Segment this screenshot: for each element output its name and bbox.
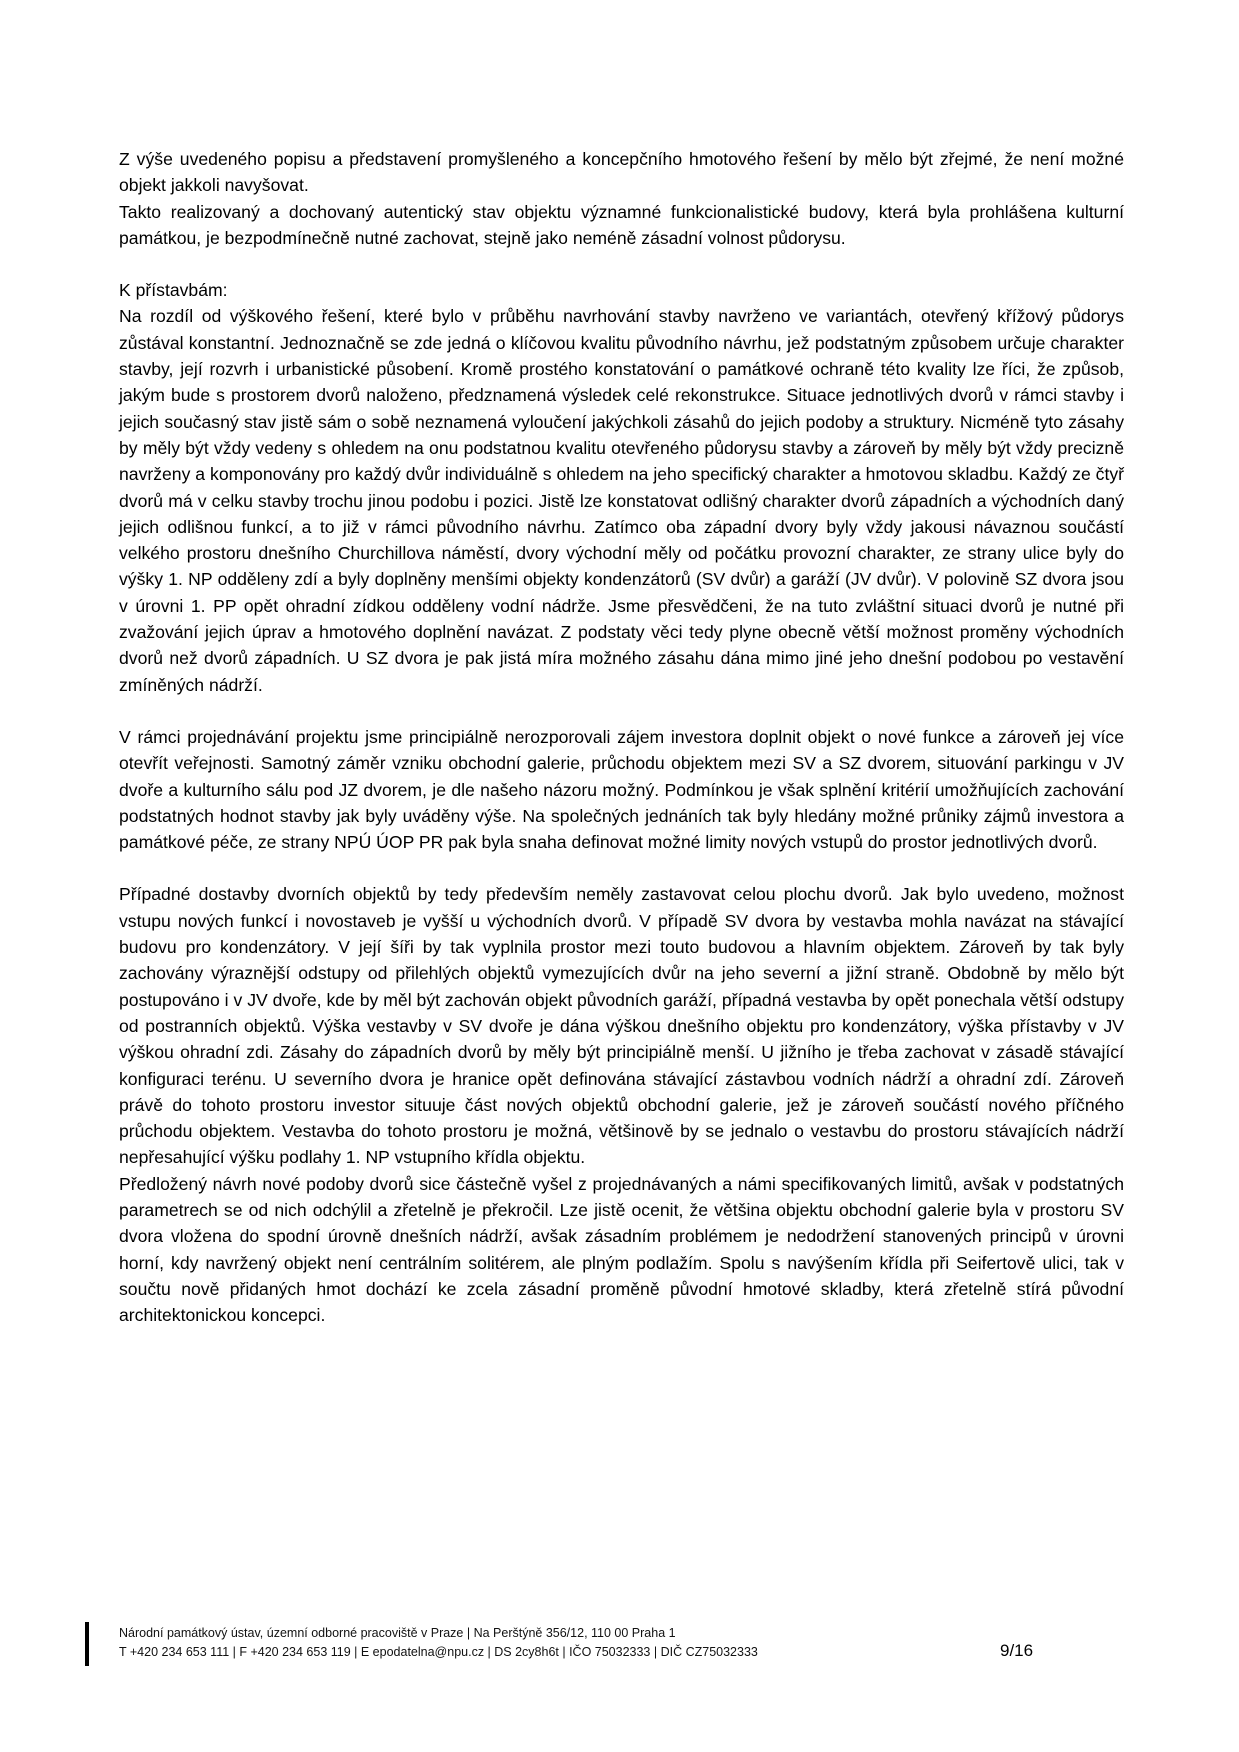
footer-divider-bar (85, 1622, 89, 1666)
paragraph-submitted-proposal: Předložený návrh nové podoby dvorů sice částečně vyšel z projednávaných a námi specifikovaných limitů, avšak v podstatných parametrech se od nich odchýlil a zřetelně je překročil. Lze jistě ocenit, že většina objektu obchodní galerie byla v prostoru SV dvora vložena do spodní úrovně dnešních nádrží, avšak zásadním problémem je nedodržení stanovených principů v úrovni horní, kdy navržený objekt není centrálním solitérem, ale plným podlažím. Spolu s navýšením křídla při Seifertově ulici, tak v součtu nově přidaných hmot dochází ke zcela zásadní proměně původní hmotové skladby, která zřetelně stírá původní architektonickou koncepci. (119, 1173, 1124, 1326)
paragraph-intro: Z výše uvedeného popisu a představení promyšleného a koncepčního hmotového řešení by mělo být zřejmé, že není možné objekt jakkoli navyšovat. (119, 149, 1124, 196)
footer-contact-line: T +420 234 653 111 | F +420 234 653 119 | E epodatelna@npu.cz | DS 2cy8h6t | IČO 75032333 | DIČ CZ75032333 (119, 1645, 758, 1659)
paragraph-floor-plan: Na rozdíl od výškového řešení, které bylo v průběhu navrhování stavby navrženo ve variantách, otevřený křížový půdorys zůstával konstantní. Jednoznačně se zde jedná o klíčovou kvalitu původního návrhu, jež podstatným způsobem určuje charakter stavby, její rozvrh i urbanistické působení. Kromě prostého konstatování o památkové ochraně této kvality lze říci, že způsob, jakým bude s prostorem dvorů naloženo, předznamená výsledek celé rekonstrukce. Situace jednotlivých dvorů v rámci stavby i jejich současný stav jistě sám o sobě neznamená vyloučení jakýchkoli zásahů do jejich podoby a struktury. Nicméně tyto zásahy by měly být vždy vedeny s ohledem na onu podstatnou kvalitu otevřeného půdorysu stavby a zároveň by měly být vždy precizně navrženy a komponovány pro každý dvůr individuálně s ohledem na jeho specifický charakter a hmotovou skladbu. Každý ze čtyř dvorů má v celku stavby trochu jinou podobu i pozici. Jistě lze konstatovat odlišný charakter dvorů západních a východních daný jejich odlišnou funkcí, a to již v rámci původního návrhu. Zatímco oba západní dvory byly vždy jakousi návaznou součástí velkého prostoru dnešního Churchillova náměstí, dvory východní měly od počátku provozní charakter, ze strany ulice byly do výšky 1. NP odděleny zdí a byly doplněny menšími objekty kondenzátorů (SV dvůr) a garáží (JV dvůr). V polovině SZ dvora jsou v úrovni 1. PP opět ohradní zídkou odděleny vodní nádrže. Jsme přesvědčeni, že na tuto zvláštní situaci dvorů je nutné při zvažování jejich úprav a hmotového doplnění navázat. Z podstaty věci tedy plyne obecně větší možnost proměny východních dvorů než dvorů západních. U SZ dvora je pak jistá míra možného zásahu dána mimo jiné jeho dnešní podobou po vestavění zmíněných nádrží. (119, 306, 1124, 695)
document-body (119, 146, 1124, 1328)
section-heading-extensions: K přístavbám: (119, 280, 228, 301)
footer-address-line: Národní památkový ústav, územní odborné pracoviště v Praze | Na Perštýně 356/12, 110 00 Praha 1 (119, 1626, 676, 1640)
paragraph-project-negotiation: V rámci projednávání projektu jsme principiálně nerozporovali zájem investora doplnit objekt o nové funkce a zároveň jej více otevřít veřejnosti. Samotný záměr vzniku obchodní galerie, průchodu objektem mezi SV a SZ dvorem, situování parkingu v JV dvoře a kulturního sálu pod JZ dvorem, je dle našeho názoru možný. Podmínkou je však splnění kritérií umožňujících zachování podstatných hodnot stavby jak byly uváděny výše. Na společných jednáních tak byly hledány možné průniky zájmů investora a památkové péče, ze strany NPÚ ÚOP PR pak byla snaha definovat možné limity nových vstupů do prostor jednotlivých dvorů. (119, 726, 1124, 853)
paragraph-courtyard-additions: Případné dostavby dvorních objektů by tedy především neměly zastavovat celou plochu dvorů. Jak bylo uvedeno, možnost vstupu nových funkcí i novostaveb je vyšší u východních dvorů. V případě SV dvora by vestavba mohla navázat na stávající budovu pro kondenzátory. V její šíři by tak vyplnila prostor mezi touto budovou a hlavním objektem. Zároveň by tak byly zachovány výraznější odstupy od přilehlých objektů vymezujících dvůr na jeho severní a jižní straně. Obdobně by mělo být postupováno i v JV dvoře, kde by měl být zachován objekt původních garáží, případná vestavba by opět ponechala větší odstupy od postranních objektů. Výška vestavby v SV dvoře je dána výškou dnešního objektu pro kondenzátory, výška přístavby v JV výškou ohradní zdi. Zásahy do západních dvorů by měly být principiálně menší. U jižního je třeba zachovat v zásadě stávající konfiguraci terénu. U severního dvora je hranice opět definována stávající zástavbou vodních nádrží a ohradní zdí. Zároveň právě do tohoto prostoru investor situuje část nových objektů obchodní galerie, jež je zároveň součástí nového příčného průchodu objektem. Vestavba do tohoto prostoru je možná, většinově by se jednalo o vestavbu do prostoru stávajících nádrží nepřesahující výšku podlahy 1. NP vstupního křídla objektu. (119, 884, 1124, 1168)
page-number: 9/16 (1000, 1641, 1034, 1660)
paragraph-authentic-state: Takto realizovaný a dochovaný autentický stav objektu významné funkcionalistické budovy, která byla prohlášena kulturní památkou, je bezpodmínečně nutné zachovat, stejně jako neméně zásadní volnost půdorysu. (119, 201, 1124, 248)
footer-contact (119, 1624, 979, 1662)
